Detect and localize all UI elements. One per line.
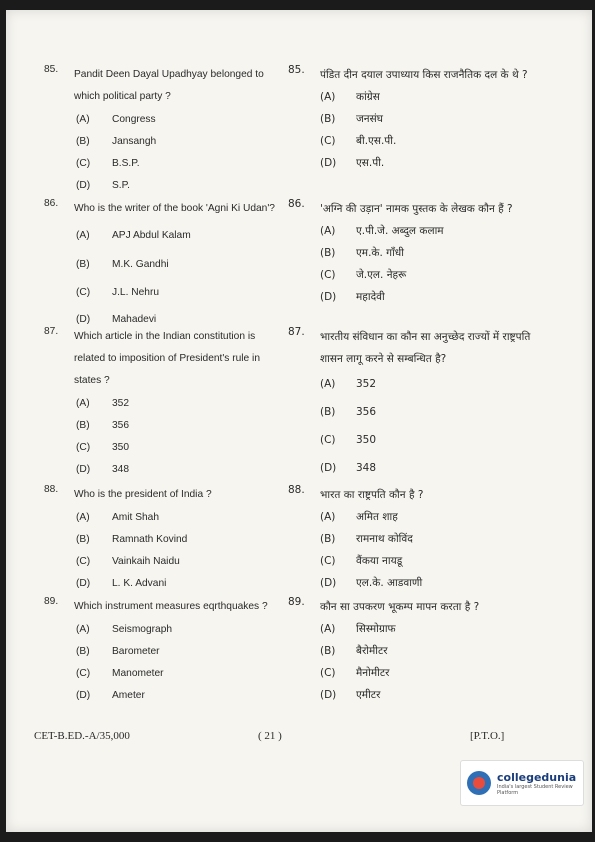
- option-text: L. K. Advani: [112, 577, 167, 589]
- question-en-5: [44, 596, 280, 706]
- option-row: [44, 618, 280, 640]
- option-label: (C): [320, 434, 336, 446]
- question-number: 85.: [44, 64, 59, 75]
- option-row: [44, 392, 280, 414]
- option-label: (B): [320, 406, 336, 418]
- option-label: (A): [76, 511, 90, 523]
- option-label: (C): [320, 555, 336, 567]
- option-row: [288, 242, 546, 264]
- question-number: 86.: [44, 198, 59, 209]
- question-text: Who is the writer of the book 'Agni Ki Udan'?: [74, 203, 275, 214]
- option-row: [44, 108, 280, 130]
- option-label: (C): [76, 667, 91, 679]
- option-text: Jansangh: [112, 135, 157, 147]
- option-text: APJ Abdul Kalam: [112, 229, 191, 241]
- option-label: (B): [320, 113, 336, 125]
- option-label: (B): [320, 645, 336, 657]
- question-en-4: [44, 484, 280, 594]
- question-text: कौन सा उपकरण भूकम्प मापन करता है ?: [320, 601, 480, 613]
- question-text: Which instrument measures eqrthquakes ?: [74, 601, 268, 612]
- option-label: (D): [76, 463, 91, 475]
- question-text: भारतीय संविधान का कौन सा अनुच्छेद राज्यों में राष्ट्रपति शासन लागू करने से सम्बन्धित है?: [320, 331, 531, 365]
- question-hi-2: [288, 198, 546, 308]
- option-label: (C): [76, 157, 91, 169]
- option-label: (B): [320, 533, 336, 545]
- question-text: Which article in the Indian constitution is related to imposition of President's rule in states ?: [74, 331, 260, 386]
- option-label: (A): [76, 397, 90, 409]
- option-row: [44, 572, 280, 594]
- option-row: [44, 506, 280, 528]
- option-row: [288, 426, 546, 454]
- collegedunia-watermark: [460, 760, 584, 806]
- option-row: [44, 528, 280, 550]
- option-text: बी.एस.पी.: [356, 135, 397, 147]
- option-label: (D): [76, 313, 91, 325]
- option-text: एल.के. आडवाणी: [356, 577, 423, 589]
- option-text: बैरोमीटर: [356, 645, 388, 657]
- option-row: [44, 250, 280, 278]
- option-label: (D): [320, 577, 337, 589]
- option-text: ए.पी.जे. अब्दुल कलाम: [356, 225, 444, 237]
- question-text: Who is the president of India ?: [74, 489, 212, 500]
- option-label: (B): [76, 645, 90, 657]
- option-row: [288, 684, 546, 706]
- option-text: M.K. Gandhi: [112, 258, 169, 270]
- option-row: [288, 152, 546, 174]
- question-en-3: [44, 326, 280, 480]
- option-row: [44, 220, 280, 250]
- option-label: (A): [76, 229, 90, 241]
- option-row: [288, 370, 546, 398]
- question-en-2: [44, 198, 280, 332]
- option-row: [288, 86, 546, 108]
- option-text: एम.के. गाँधी: [356, 247, 404, 259]
- option-text: 348: [112, 463, 129, 475]
- pto-label: [P.T.O.]: [470, 730, 505, 742]
- option-row: [288, 454, 546, 482]
- option-text: जे.एल. नेहरू: [356, 269, 407, 281]
- option-label: (B): [76, 419, 90, 431]
- option-row: [44, 684, 280, 706]
- option-row: [288, 108, 546, 130]
- option-text: अमित शाह: [356, 511, 398, 523]
- option-row: [288, 550, 546, 572]
- option-text: जनसंघ: [356, 113, 383, 125]
- option-row: [288, 506, 546, 528]
- option-label: (A): [76, 113, 90, 125]
- question-text: 'अग्नि की उड़ान' नामक पुस्तक के लेखक कौन हैं ?: [320, 203, 513, 215]
- option-row: [44, 278, 280, 306]
- question-text: Pandit Deen Dayal Upadhyay belonged to which political party ?: [74, 69, 264, 102]
- option-row: [44, 662, 280, 684]
- question-number: 88.: [44, 484, 59, 495]
- option-text: महादेवी: [356, 291, 385, 303]
- option-label: (B): [76, 135, 90, 147]
- option-text: Ramnath Kovind: [112, 533, 188, 545]
- question-hi-3: [288, 326, 546, 482]
- option-label: (D): [76, 577, 91, 589]
- option-label: (A): [320, 225, 336, 237]
- option-row: [288, 220, 546, 242]
- question-hi-5: [288, 596, 546, 706]
- option-row: [288, 398, 546, 426]
- question-en-1: [44, 64, 280, 196]
- option-label: (C): [320, 135, 336, 147]
- paper-code: CET-B.ED.-A/35,000: [34, 730, 130, 742]
- question-text: भारत का राष्ट्रपति कौन है ?: [320, 489, 424, 501]
- option-text: Vainkaih Naidu: [112, 555, 180, 567]
- option-label: (C): [320, 269, 336, 281]
- option-row: [44, 174, 280, 196]
- option-row: [44, 130, 280, 152]
- option-label: (C): [76, 286, 91, 298]
- option-row: [44, 458, 280, 480]
- option-text: Amit Shah: [112, 511, 159, 523]
- option-text: 350: [356, 434, 377, 446]
- option-row: [44, 640, 280, 662]
- option-row: [288, 662, 546, 684]
- option-text: 348: [356, 462, 377, 474]
- option-label: (D): [320, 689, 337, 701]
- option-text: सिस्मोग्राफ: [356, 623, 396, 635]
- question-number: 89.: [44, 596, 59, 607]
- option-text: वैंकया नायडू: [356, 555, 403, 567]
- option-row: [288, 264, 546, 286]
- brand-name: collegedunia: [497, 770, 577, 784]
- option-text: रामनाथ कोविंद: [356, 533, 413, 545]
- brand-tagline: India's largest Student Review Platform: [497, 783, 573, 796]
- option-text: Seismograph: [112, 623, 173, 635]
- option-row: [44, 436, 280, 458]
- option-row: [288, 572, 546, 594]
- option-text: कांग्रेस: [356, 91, 380, 103]
- option-label: (D): [76, 179, 91, 191]
- option-row: [44, 414, 280, 436]
- option-text: 356: [356, 406, 377, 418]
- option-label: (C): [76, 441, 91, 453]
- option-text: एस.पी.: [356, 157, 385, 169]
- option-row: [288, 286, 546, 308]
- option-text: Manometer: [112, 667, 164, 679]
- option-row: [44, 550, 280, 572]
- option-text: मैनोमीटर: [356, 667, 390, 679]
- question-number: 89.: [288, 596, 305, 608]
- option-label: (D): [76, 689, 91, 701]
- question-number: 86.: [288, 198, 305, 210]
- option-label: (B): [76, 533, 90, 545]
- option-text: 352: [356, 378, 377, 390]
- option-label: (C): [76, 555, 91, 567]
- option-row: [288, 640, 546, 662]
- option-text: Congress: [112, 113, 156, 125]
- question-number: 87.: [288, 326, 305, 338]
- option-text: Ameter: [112, 689, 145, 701]
- option-label: (B): [320, 247, 336, 259]
- option-text: S.P.: [112, 179, 130, 191]
- question-number: 87.: [44, 326, 59, 337]
- option-label: (B): [76, 258, 90, 270]
- option-label: (A): [76, 623, 90, 635]
- option-label: (A): [320, 378, 336, 390]
- option-text: 350: [112, 441, 129, 453]
- question-number: 85.: [288, 64, 305, 76]
- option-label: (A): [320, 511, 336, 523]
- option-label: (A): [320, 623, 336, 635]
- option-row: [44, 152, 280, 174]
- option-text: एमीटर: [356, 689, 381, 701]
- question-hi-1: [288, 64, 546, 174]
- collegedunia-logo-icon: [467, 771, 491, 795]
- question-number: 88.: [288, 484, 305, 496]
- option-text: 356: [112, 419, 129, 431]
- option-label: (D): [320, 157, 337, 169]
- option-label: (C): [320, 667, 336, 679]
- option-row: [288, 618, 546, 640]
- page-number: ( 21 ): [258, 730, 282, 742]
- option-label: (A): [320, 91, 336, 103]
- option-label: (D): [320, 291, 337, 303]
- question-text: पंडित दीन दयाल उपाध्याय किस राजनैतिक दल के थे ?: [320, 69, 528, 81]
- option-text: Barometer: [112, 645, 160, 657]
- option-row: [288, 528, 546, 550]
- question-hi-4: [288, 484, 546, 594]
- option-text: B.S.P.: [112, 157, 140, 169]
- option-row: [288, 130, 546, 152]
- option-text: Mahadevi: [112, 313, 157, 325]
- option-label: (D): [320, 462, 337, 474]
- option-text: 352: [112, 397, 129, 409]
- option-text: J.L. Nehru: [112, 286, 159, 298]
